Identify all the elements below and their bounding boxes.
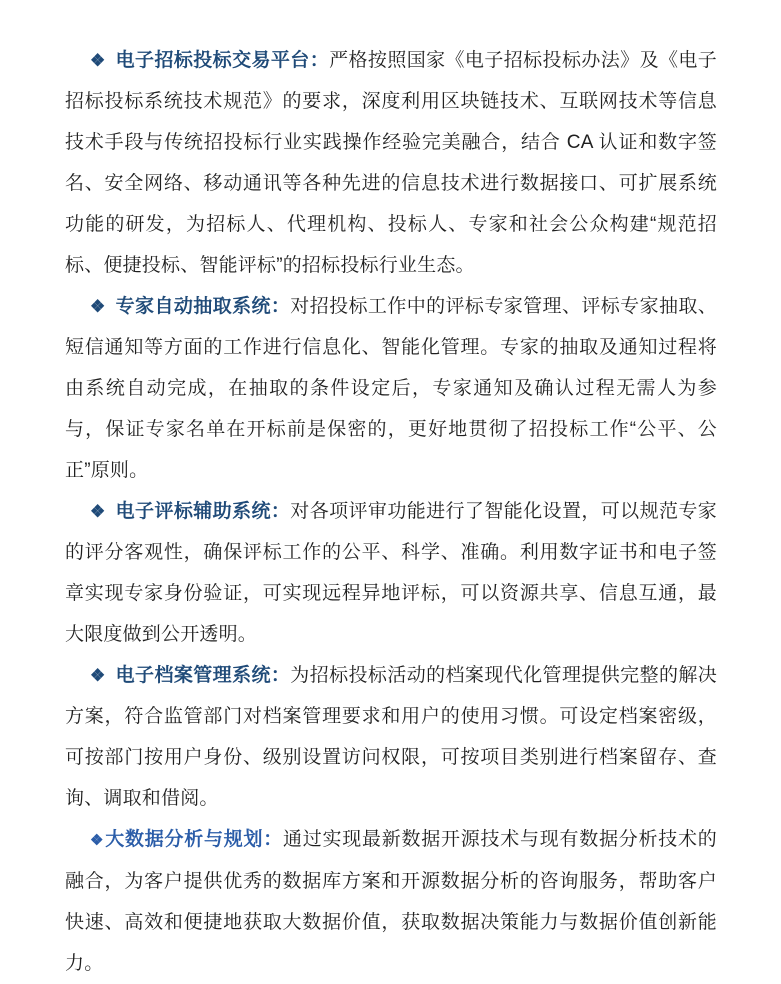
- paragraph-archive-management: [65, 655, 717, 819]
- diamond-bullet-icon: ❖: [90, 51, 106, 70]
- diamond-bullet-icon: ❖: [90, 502, 106, 521]
- title-colon: ：: [270, 501, 291, 522]
- section-body: 为招标投标活动的档案现代化管理提供完整的解决方案，符合监管部门对档案管理要求和用户的使用习惯。可设定档案密级，可按部门按用户身份、级别设置访问权限，可按项目类别进行档案留存、查询、调取和借阅。: [65, 665, 717, 809]
- title-colon: ：: [263, 829, 283, 850]
- diamond-bullet-icon: ❖: [90, 832, 105, 849]
- paragraph-expert-extraction: [65, 286, 717, 491]
- section-title: 电子评标辅助系统: [115, 501, 271, 522]
- paragraph-ebidding-platform: [65, 40, 717, 286]
- diamond-bullet-icon: ❖: [90, 666, 106, 685]
- section-title: 专家自动抽取系统: [115, 296, 271, 317]
- paragraph-bigdata-analysis: [65, 819, 717, 984]
- section-body: 对招投标工作中的评标专家管理、评标专家抽取、短信通知等方面的工作进行信息化、智能化管理。专家的抽取及通知过程将由系统自动完成，在抽取的条件设定后，专家通知及确认过程无需人为参与，保证专家名单在开标前是保密的，更好地贯彻了招投标工作“公平、公正”原则。: [65, 296, 717, 481]
- section-body: 对各项评审功能进行了智能化设置，可以规范专家的评分客观性，确保评标工作的公平、科学、准确。利用数字证书和电子签章实现专家身份验证，可实现远程异地评标，可以资源共享、信息互通，最大限度做到公开透明。: [65, 501, 717, 645]
- section-body: 通过实现最新数据开源技术与现有数据分析技术的融合，为客户提供优秀的数据库方案和开源数据分析的咨询服务，帮助客户快速、高效和便捷地获取大数据价值，获取数据决策能力与数据价值创新能力。: [65, 829, 718, 974]
- title-colon: ：: [309, 50, 330, 71]
- title-colon: ：: [270, 665, 291, 686]
- paragraph-evaluation-assist: [65, 491, 717, 655]
- section-title: 电子招标投标交易平台: [115, 50, 310, 71]
- title-colon: ：: [270, 296, 291, 317]
- section-title: 大数据分析与规划: [105, 829, 264, 850]
- diamond-bullet-icon: ❖: [90, 297, 106, 316]
- section-title: 电子档案管理系统: [115, 665, 271, 686]
- section-body: 严格按照国家《电子招标投标办法》及《电子招标投标系统技术规范》的要求，深度利用区块链技术、互联网技术等信息技术手段与传统招投标行业实践操作经验完美融合，结合 CA 认证和数字签名、安全网络、移动通讯等各种先进的信息技术进行数据接口、可扩展系统功能的研发，为招标人、代理机构、投标人、专家和社会公众构建“规范招标、便捷投标、智能评标”的招标投标行业生态。: [65, 50, 717, 276]
